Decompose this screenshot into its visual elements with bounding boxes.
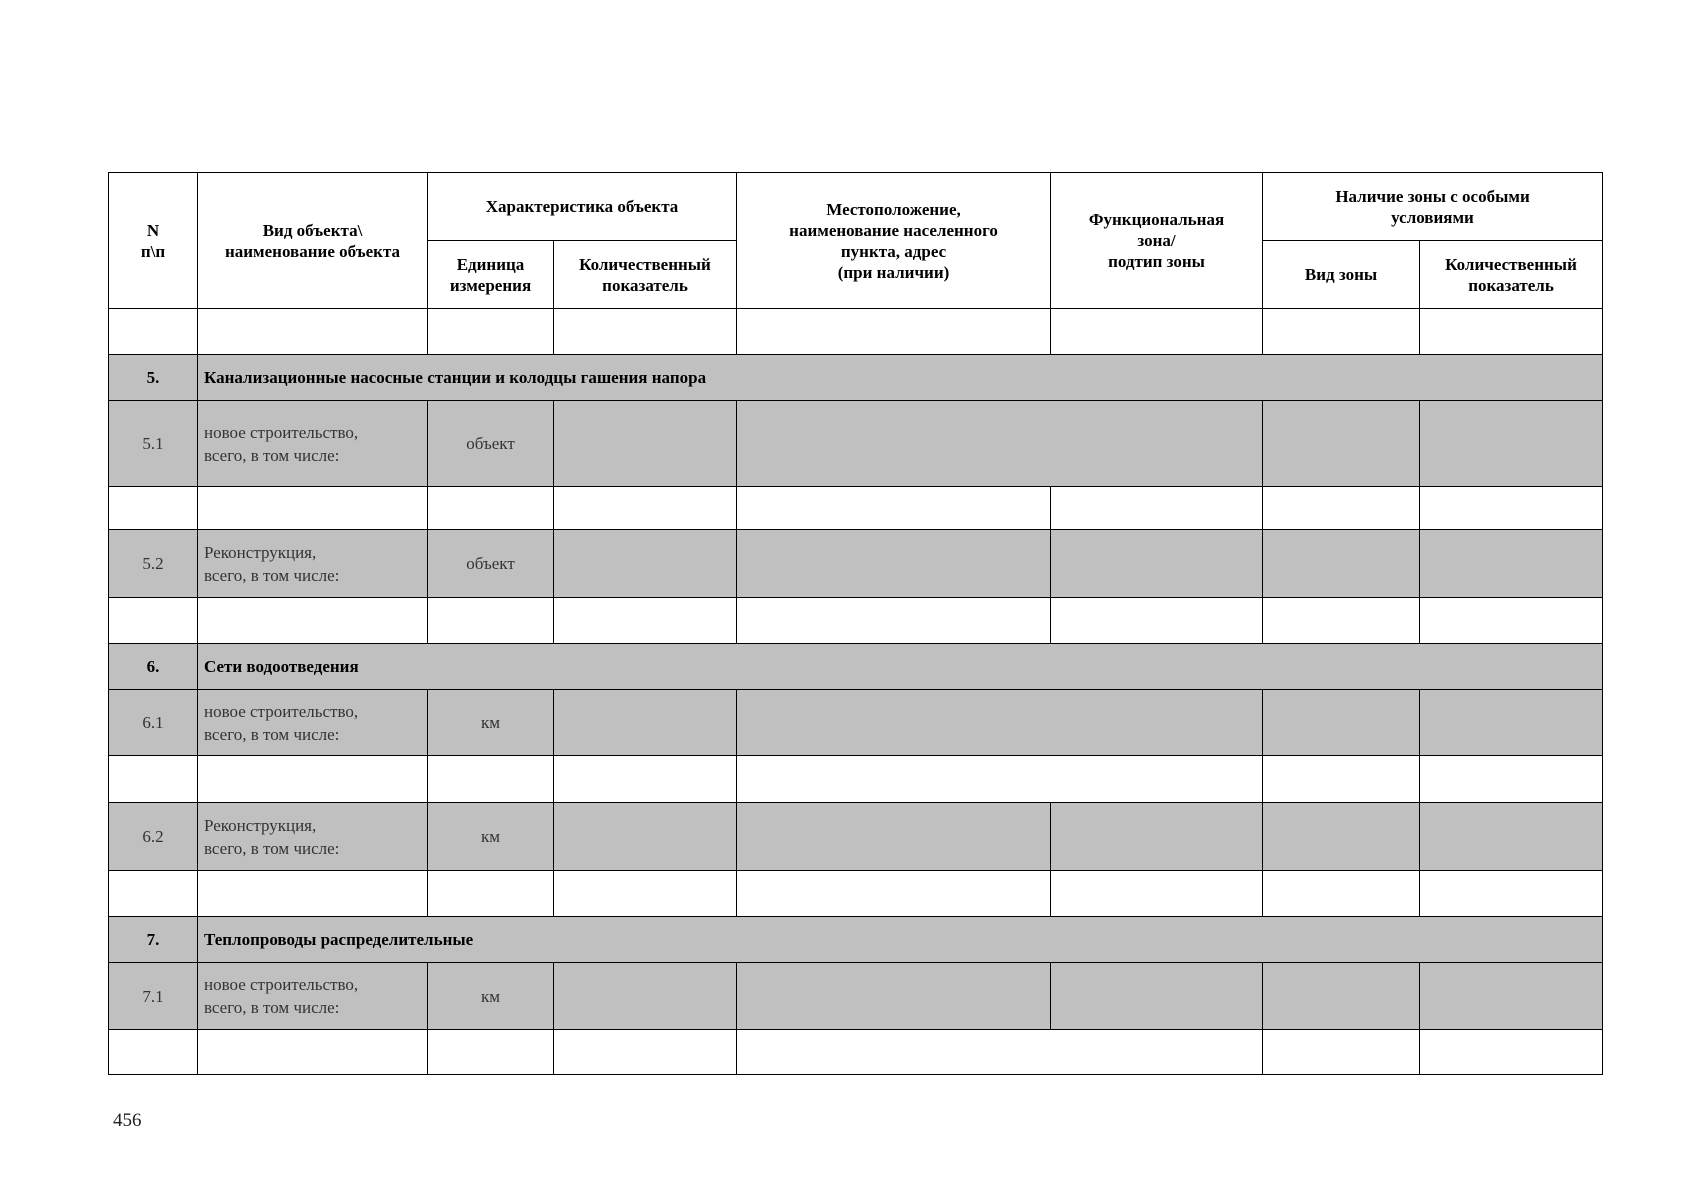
header-special-zone: Наличие зоны с особыми условиями [1263, 173, 1603, 241]
header-characteristics: Характеристика объекта [428, 173, 737, 241]
header-zone-quantity: Количественный показатель [1420, 241, 1603, 309]
header-object-type: Вид объекта\ наименование объекта [198, 173, 428, 309]
empty-row [109, 1030, 1603, 1075]
header-functional-zone: Функциональная зона/ подтип зоны [1051, 173, 1263, 309]
section-title: Сети водоотведения [198, 644, 1603, 690]
row-description: новое строительство, всего, в том числе: [198, 401, 428, 487]
document-table [108, 172, 1603, 1075]
row-unit: объект [428, 530, 554, 598]
header-row-1 [109, 173, 1603, 241]
row-description: новое строительство, всего, в том числе: [198, 963, 428, 1030]
table-row [109, 401, 1603, 487]
section-row [109, 355, 1603, 401]
section-row [109, 644, 1603, 690]
row-unit: объект [428, 401, 554, 487]
section-number: 7. [109, 917, 198, 963]
row-number: 6.1 [109, 690, 198, 756]
header-num: N п\п [109, 173, 198, 309]
header-location: Местоположение, наименование населенного пункта, адрес (при наличии) [737, 173, 1051, 309]
table-row [109, 690, 1603, 756]
page-number: 456 [113, 1110, 142, 1131]
empty-row [109, 487, 1603, 530]
row-number: 6.2 [109, 803, 198, 871]
row-number: 5.1 [109, 401, 198, 487]
header-zone-type: Вид зоны [1263, 241, 1420, 309]
empty-row [109, 871, 1603, 917]
row-description: новое строительство, всего, в том числе: [198, 690, 428, 756]
empty-row [109, 309, 1603, 355]
empty-row [109, 598, 1603, 644]
row-unit: км [428, 690, 554, 756]
section-title: Теплопроводы распределительные [198, 917, 1603, 963]
section-row [109, 917, 1603, 963]
row-unit: км [428, 963, 554, 1030]
table-row [109, 803, 1603, 871]
row-description: Реконструкция, всего, в том числе: [198, 530, 428, 598]
section-number: 5. [109, 355, 198, 401]
row-description: Реконструкция, всего, в том числе: [198, 803, 428, 871]
row-number: 7.1 [109, 963, 198, 1030]
row-number: 5.2 [109, 530, 198, 598]
section-title: Канализационные насосные станции и колодцы гашения напора [198, 355, 1603, 401]
header-unit: Единица измерения [428, 241, 554, 309]
row-unit: км [428, 803, 554, 871]
table-row [109, 530, 1603, 598]
section-number: 6. [109, 644, 198, 690]
empty-row [109, 756, 1603, 803]
table-row [109, 963, 1603, 1030]
header-quantity: Количественный показатель [554, 241, 737, 309]
